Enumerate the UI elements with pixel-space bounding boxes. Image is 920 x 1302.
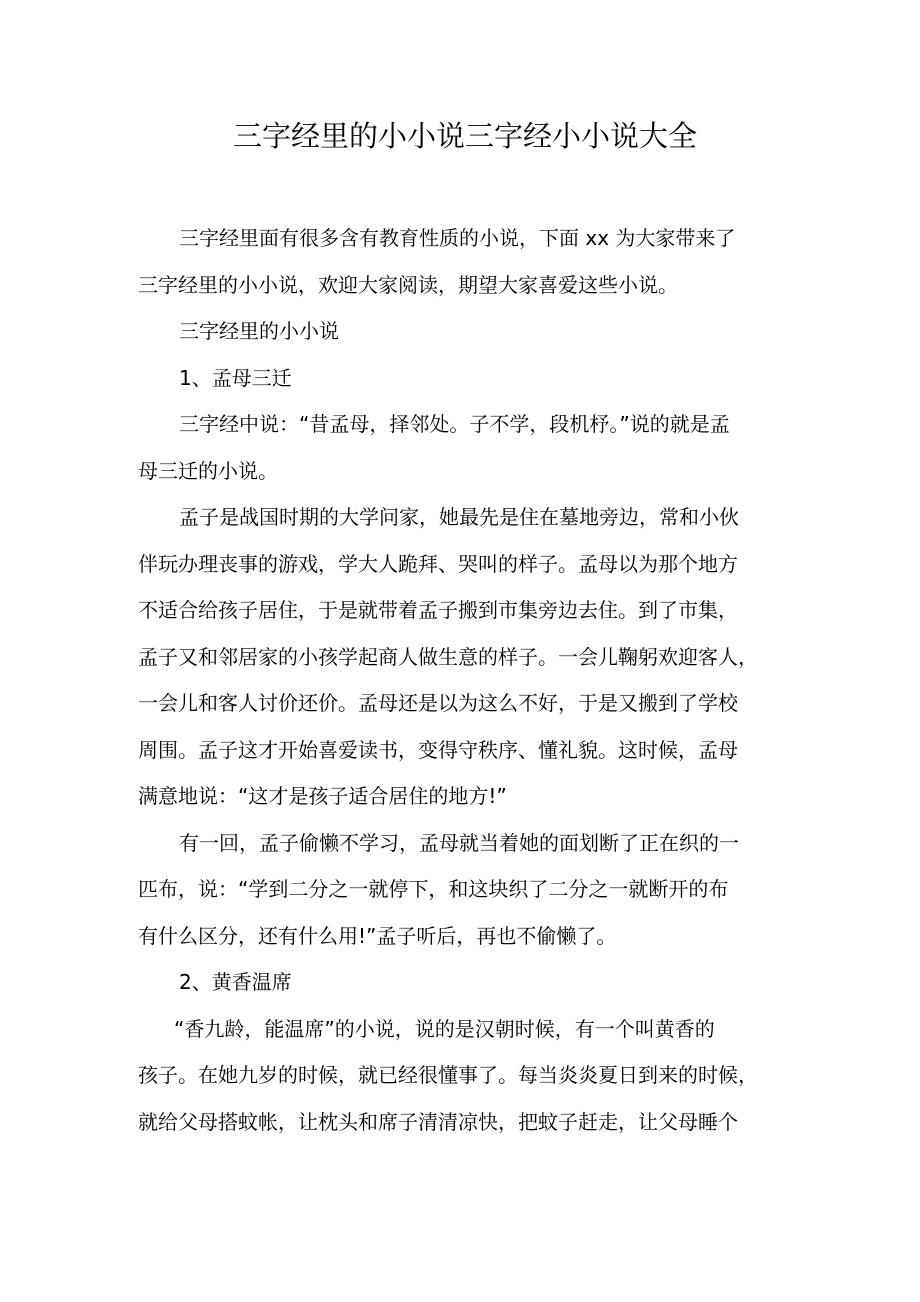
intro-paragraph xyxy=(138,215,792,308)
text-line: 匹布，说：“学到二分之一就停下，和这块织了二分之一就断开的布 xyxy=(138,877,729,901)
section-heading xyxy=(138,308,792,355)
text-line: 三字经里面有很多含有教育性质的小说，下面 xx 为大家带来了 xyxy=(179,226,736,250)
story-1-paragraph-3 xyxy=(138,820,792,960)
story-1-paragraph-2 xyxy=(138,494,792,820)
text-line: 周围。孟子这才开始喜爱读书，变得守秩序、懂礼貌。这时候，孟母 xyxy=(138,737,738,762)
text-line: 三字经里的小小说 xyxy=(179,319,339,343)
text-line: 孟子是战国时期的大学问家，她最先是住在墓地旁边，常和小伙 xyxy=(179,505,739,529)
story-heading-2 xyxy=(138,959,792,1006)
text-line: 满意地说：“这才是孩子适合居住的地方!” xyxy=(138,784,507,808)
story-heading-1 xyxy=(138,355,792,402)
text-line: 母三迁的小说。 xyxy=(138,458,278,483)
text-line: 1、孟母三迁 xyxy=(179,365,292,390)
story-1-paragraph-1 xyxy=(138,401,792,494)
text-line: 不适合给孩子居住，于是就带着孟子搬到市集旁边去住。到了市集， xyxy=(138,598,738,622)
document-title: 三字经里的小小说三字经小小说大全 xyxy=(232,119,697,153)
text-line: 一会儿和客人讨价还价。孟母还是以为这么不好，于是又搬到了学校 xyxy=(138,691,738,715)
text-line: 伴玩办理丧事的游戏，学大人跪拜、哭叫的样子。孟母以为那个地方 xyxy=(138,551,738,576)
text-line: 就给父母搭蚊帐，让枕头和席子清清凉快，把蚊子赶走，让父母睡个 xyxy=(138,1109,738,1134)
document-body xyxy=(138,215,792,1145)
story-2-paragraph-1 xyxy=(138,1006,792,1146)
text-line: 孩子。在她九岁的时候，就已经很懂事了。每当炎炎夏日到来的时候， xyxy=(138,1063,758,1087)
text-line: 三字经里的小小说，欢迎大家阅读，期望大家喜爱这些小说。 xyxy=(138,272,678,297)
text-line: 有什么区分，还有什么用!”孟子听后，再也不偷懒了。 xyxy=(138,923,617,948)
text-line: 2、黄香温席 xyxy=(179,970,292,994)
text-line: “香九龄，能温席”的小说，说的是汉朝时候，有一个叫黄香的 xyxy=(174,1016,715,1041)
text-line: 有一回，孟子偷懒不学习，孟母就当着她的面划断了正在织的一 xyxy=(179,830,739,855)
text-line: 孟子又和邻居家的小孩学起商人做生意的样子。一会儿鞠躬欢迎客人， xyxy=(138,644,758,669)
text-line: 三字经中说：“昔孟母，择邻处。子不学，段机杼。”说的就是孟 xyxy=(179,412,730,436)
